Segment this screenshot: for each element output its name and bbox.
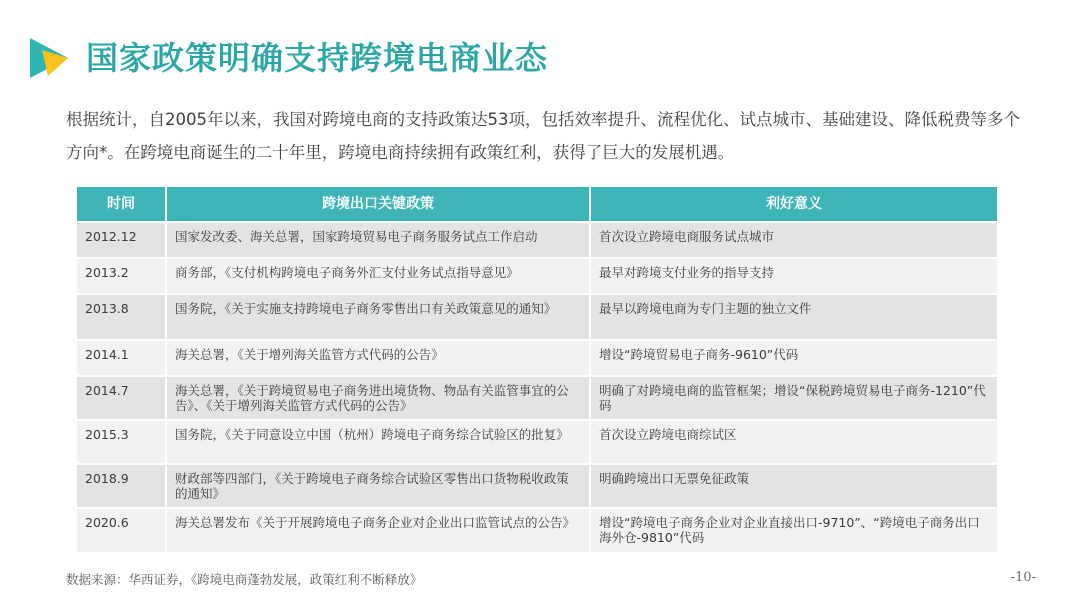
cell-time: 2013.8 [77, 294, 166, 340]
table-row [77, 258, 997, 294]
table-row [77, 294, 997, 340]
header-policy: 跨境出口关键政策 [166, 187, 590, 222]
cell-meaning: 明确了对跨境电商的监管框架；增设“保税跨境贸易电子商务-1210”代码 [590, 376, 997, 420]
cell-policy: 财政部等四部门，《关于跨境电子商务综合试验区零售出口货物税收政策的通知》 [166, 464, 590, 508]
intro-paragraph: 根据统计，自2005年以来，我国对跨境电商的支持政策达53项，包括效率提升、流程优化、试点城市、基础建设、降低税费等多个方向*。在跨境电商诞生的二十年里，跨境电商持续拥有政策红利，获得了巨大的发展机遇。 [66, 110, 1020, 162]
page-title: 国家政策明确支持跨境电商业态 [86, 39, 549, 77]
cell-time: 2013.2 [77, 258, 166, 294]
cell-policy: 海关总署，《关于增列海关监管方式代码的公告》 [166, 340, 590, 376]
cell-policy: 海关总署发布《关于开展跨境电子商务企业对企业出口监管试点的公告》 [166, 508, 590, 552]
cell-meaning: 增设“跨境贸易电子商务-9610”代码 [590, 340, 997, 376]
cell-policy: 海关总署，《关于跨境贸易电子商务进出境货物、物品有关监管事宜的公告》、《关于增列海关监管方式代码的公告》 [166, 376, 590, 420]
cell-time: 2012.12 [77, 222, 166, 258]
table-row [77, 464, 997, 508]
cell-meaning: 最早对跨境支付业务的指导支持 [590, 258, 997, 294]
cell-meaning: 明确跨境出口无票免征政策 [590, 464, 997, 508]
cell-policy: 国家发改委、海关总署，国家跨境贸易电子商务服务试点工作启动 [166, 222, 590, 258]
logo-play-icon [28, 36, 70, 80]
cell-time: 2014.7 [77, 376, 166, 420]
table-row [77, 340, 997, 376]
data-source-note: 数据来源：华西证券，《跨境电商蓬勃发展，政策红利不断释放》 [66, 572, 423, 587]
cell-time: 2015.3 [77, 420, 166, 464]
table-header-row [77, 187, 997, 222]
cell-policy: 国务院，《关于同意设立中国（杭州）跨境电子商务综合试验区的批复》 [166, 420, 590, 464]
cell-time: 2020.6 [77, 508, 166, 552]
policy-table [77, 187, 997, 552]
cell-time: 2014.1 [77, 340, 166, 376]
cell-meaning: 首次设立跨境电商综试区 [590, 420, 997, 464]
table-row [77, 222, 997, 258]
cell-meaning: 最早以跨境电商为专门主题的独立文件 [590, 294, 997, 340]
table-row [77, 376, 997, 420]
header-meaning: 利好意义 [590, 187, 997, 222]
header-time: 时间 [77, 187, 166, 222]
cell-policy: 商务部，《支付机构跨境电子商务外汇支付业务试点指导意见》 [166, 258, 590, 294]
cell-meaning: 增设“跨境电子商务企业对企业直接出口-9710”、“跨境电子商务出口海外仓-9810”代码 [590, 508, 997, 552]
cell-time: 2018.9 [77, 464, 166, 508]
table-row [77, 508, 997, 552]
table-row [77, 420, 997, 464]
page-number: -10- [1010, 570, 1036, 585]
cell-meaning: 首次设立跨境电商服务试点城市 [590, 222, 997, 258]
cell-policy: 国务院，《关于实施支持跨境电子商务零售出口有关政策意见的通知》 [166, 294, 590, 340]
